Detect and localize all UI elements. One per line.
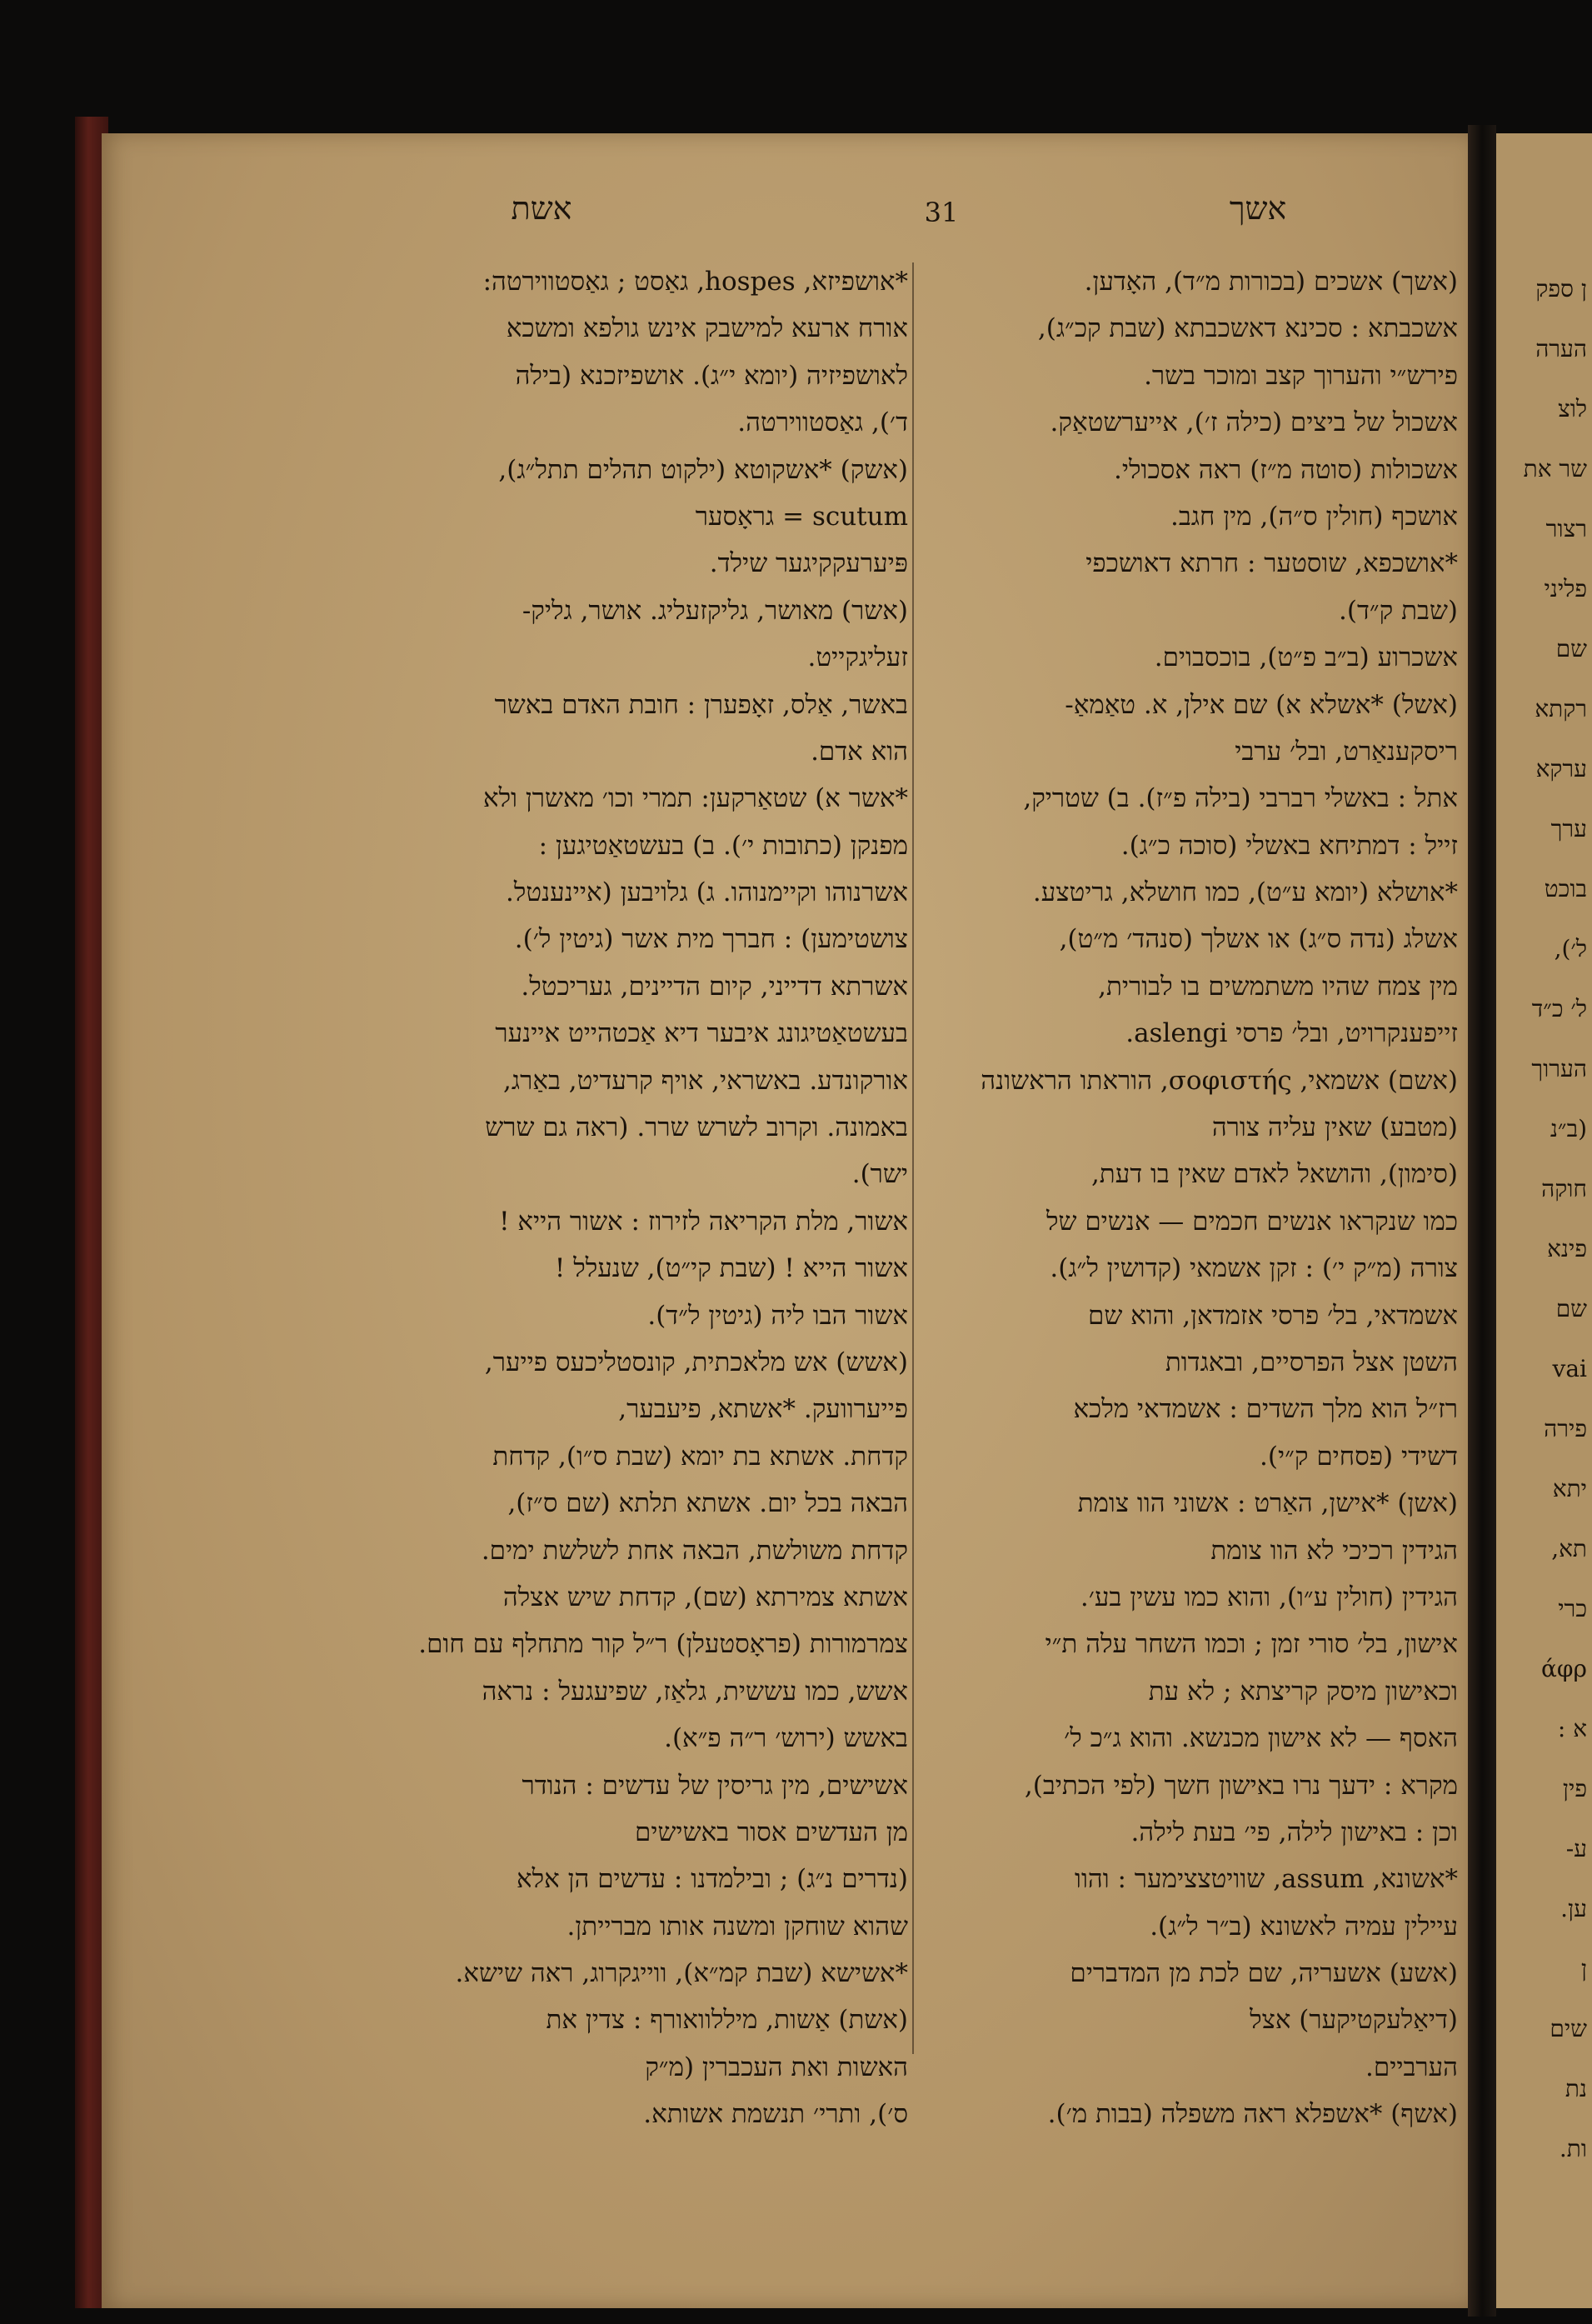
text-line: (אשק) *אשקוטא (ילקוט תהלים תתל״ג), xyxy=(498,454,908,485)
text-line: רז״ל הוא מלך השדים : אשמדאי מלכא xyxy=(1073,1394,1458,1425)
adjacent-page-fragment: פין xyxy=(1562,1775,1587,1802)
text-line: אשש, כמו עששית, גלאַז, שפיעגעל : נראה xyxy=(482,1676,908,1707)
text-line: ד׳), גאַסטווירטה. xyxy=(737,407,908,438)
text-line: ישר). xyxy=(851,1159,908,1190)
text-line: באשש (ירוש׳ ר״ה פ״א). xyxy=(664,1723,908,1754)
text-line: (אשך) אשכים (בכורות מ״ד), האָדען. xyxy=(1084,267,1458,297)
text-line: אתל : באשלי רברבי (בילה פ״ז). ב) שטריק, xyxy=(1023,783,1458,814)
text-line: השטן אצל הפרסיים, ובאגדות xyxy=(1165,1347,1458,1377)
adjacent-page-fragment: נת xyxy=(1565,2075,1587,2102)
adjacent-page-fragment: שר את xyxy=(1523,455,1587,482)
adjacent-page-fragment: ן xyxy=(1580,1955,1587,1982)
adjacent-page-fragment: שם xyxy=(1555,635,1587,662)
adjacent-page-fragment: פירה xyxy=(1544,1415,1587,1442)
text-line: הגידין (חולין ע״ו), והוא כמו עשין בע׳. xyxy=(1080,1582,1458,1612)
text-line: scutum = גראָסער xyxy=(695,501,908,532)
text-line: אשרתא דדייני, קיום הדיינים, געריכטל. xyxy=(521,971,908,1002)
text-line: צורה (מ״ק י׳) : זקן אשמאי (קדושין ל״ג). xyxy=(1050,1253,1458,1284)
text-line: מין צמח שהיו משתמשים בו לבורית, xyxy=(1098,971,1458,1002)
text-column-right xyxy=(883,258,1458,2138)
adjacent-page-fragment: חוקה xyxy=(1541,1175,1587,1202)
adjacent-page-fragment: שם xyxy=(1555,1295,1587,1322)
text-line: *אשר א) שטאַרקען: תמרי וכו׳ מאשרן ולא xyxy=(483,783,908,814)
adjacent-page-fragment: άφρ xyxy=(1541,1655,1587,1682)
text-line: הבאה בכל יום. אשתא תלתא (שם ס״ז), xyxy=(507,1488,908,1519)
text-line: (אשש) אש מלאכתית, קונסטליכעס פייער, xyxy=(484,1347,908,1377)
adjacent-page-fragment: ערקא xyxy=(1535,755,1587,782)
text-line: אשלג (נדה ס״ג) או אשלך (סנהד׳ מ״ט), xyxy=(1059,924,1458,955)
adjacent-page-fragment: ל׳ כ״ד xyxy=(1531,995,1587,1022)
adjacent-page-fragment: תא, xyxy=(1551,1535,1587,1562)
text-line: אשכול של ביצים (כילה ז׳), אייערשטאַק. xyxy=(1050,407,1458,438)
text-line: קדחת. אשתא בת יומא (שבת ס״ו), קדחת xyxy=(492,1441,908,1472)
text-line: *אשונא, assum, שוויטצצימער : והוו xyxy=(1075,1864,1458,1895)
text-line: אשור הבו ליה (גיטין ל״ד). xyxy=(647,1300,908,1331)
adjacent-page-fragment: ל׳), xyxy=(1554,935,1587,962)
text-line: אשור, מלת הקריאה לזירוז : אשור הייא ! xyxy=(499,1206,908,1237)
text-line: באשר, אַלס, זאָפערן : חובת האדם באשר xyxy=(494,689,908,720)
text-line: (מטבע) שאין עליה צורה xyxy=(1211,1112,1458,1143)
text-column-left xyxy=(333,258,908,2138)
text-line: אשתא צמירתא (שם), קדחת שיש אצלה xyxy=(502,1582,908,1612)
adjacent-page-fragment: (ב״נ xyxy=(1550,1115,1587,1142)
text-line: פירש״י והערוך קצב ומוכר בשר. xyxy=(1144,360,1458,391)
adjacent-page-fragment: לוצ xyxy=(1558,395,1587,422)
text-line: (סימון), והושאל לאדם שאין בו דעת, xyxy=(1090,1159,1458,1190)
text-line: פּיערעקקיגער שילד. xyxy=(709,548,908,579)
text-line: כמו שנקראו אנשים חכמים — אנשים של xyxy=(1046,1206,1458,1237)
text-line: האסף — לא אישון מכנשא. והוא ג״כ ל׳ xyxy=(1064,1723,1458,1754)
text-line: לאושפיזיה (יומא י״ג). אושפיזכנא (בילה xyxy=(515,360,908,391)
text-line: שהוא שוחקן ומשנה אותו מברייתן. xyxy=(566,1911,908,1942)
text-line: ס׳), ותרי׳ תנשמת אשותא. xyxy=(643,2099,908,2130)
text-line: (דיאַלעקטיקער) אצל xyxy=(1250,2005,1458,2036)
adjacent-page-fragment: ערך xyxy=(1550,815,1587,842)
text-line: אשכולות (סוטה מ״ז) ראה אסכולי. xyxy=(1114,454,1458,485)
text-line: מקרא : ידעך נרו באישון חשך (לפי הכתיב), xyxy=(1024,1770,1458,1801)
text-line: עיילין עמיה לאשונא (ב״ר ל״ג). xyxy=(1150,1911,1458,1942)
text-line: אורח ארעא למישבק אינש גולפא ומשכא xyxy=(506,313,908,344)
text-line: האשות ואת העכברין (מ״ק xyxy=(645,2052,908,2082)
text-line: פייערוועק. *אשתא, פיעבער, xyxy=(618,1394,908,1425)
adjacent-page-fragment: ות. xyxy=(1559,2135,1587,2162)
text-line: הגידין רכיכי לא הוו צומת xyxy=(1210,1535,1458,1566)
text-line: (אשם) אשמאי, σοφιστής, הוראתו הראשונה xyxy=(981,1065,1458,1096)
adjacent-page-fragment: ע- xyxy=(1565,1835,1587,1862)
text-line: צושטימען) : חברך מית אשר (גיטין ל׳). xyxy=(514,924,908,955)
running-header-right: אשך xyxy=(1229,190,1287,227)
adjacent-page-fragment: vai xyxy=(1552,1355,1587,1382)
text-line: אורקונדע. באשראי, אויף קרעדיט, באַרג, xyxy=(503,1065,908,1096)
page-number: 31 xyxy=(924,197,959,228)
text-line: מן העדשים אסור באשישים xyxy=(635,1817,908,1847)
adjacent-page-fragment: פינא xyxy=(1547,1235,1587,1262)
adjacent-page xyxy=(1496,133,1592,2308)
adjacent-page-fragment: ען. xyxy=(1560,1895,1587,1922)
text-line: (נדרים נ״ג) ; ובילמדנו : עדשים הן אלא xyxy=(517,1864,908,1895)
adjacent-page-fragment: ן ספק xyxy=(1535,275,1587,302)
adjacent-page-fragment: א : xyxy=(1557,1715,1587,1742)
text-line: אשרנוהו וקיימנוהו. ג) גלויבען (איינענטל. xyxy=(506,877,908,908)
text-line: אשור הייא ! (שבת קי״ט), שנעלל ! xyxy=(554,1253,908,1284)
text-line: קדחת משולשת, הבאה אחת לשלשת ימים. xyxy=(481,1535,908,1566)
text-line: *אושכפא, שוסטער : חרתא דאושכפי xyxy=(1085,548,1458,579)
text-line: (אשן) *אישן, האַרט : אשוני הוו צומת xyxy=(1077,1488,1458,1519)
adjacent-page-fragment: הערוך xyxy=(1531,1055,1587,1082)
text-line: אשמדאי, בל׳ פרסי אזמדאן, והוא שם xyxy=(1087,1300,1458,1331)
adjacent-page-fragment: רצור xyxy=(1545,515,1587,542)
text-line: אשישים, מין גריסין של עדשים : הנודר xyxy=(522,1770,908,1801)
text-line: צמרמורות (פראָסטעלן) ר״ל קור מתחלף עם חום. xyxy=(418,1629,908,1660)
text-line: זעליגקייט. xyxy=(807,642,908,673)
text-line: (אשת) אַשות, מיללוואורף : צדין את xyxy=(546,2005,908,2036)
text-line: (אשע) אשעריה, שם לכת מן המדברים xyxy=(1070,1958,1458,1989)
text-line: זייל : דמתיחא באשלי (סוכה כ״ג). xyxy=(1120,830,1458,861)
column-divider xyxy=(912,262,914,2054)
text-line: *אושפיזא, hospes, גאַסט ; גאַסטווירטה: xyxy=(482,267,908,297)
text-line: אשכרוע (ב״ב פ״ט), בוכסבוים. xyxy=(1154,642,1458,673)
text-line: *אשישא (שבת קמ״א), ווייגקרוג, ראה שישא. xyxy=(455,1958,908,1989)
text-line: הוא אדם. xyxy=(811,736,908,767)
adjacent-page-fragment: בוכט xyxy=(1544,875,1587,902)
text-line: וכאישון מיסק קריצתא ; לא עת xyxy=(1148,1676,1458,1707)
adjacent-page-fragment: פליני xyxy=(1544,575,1587,602)
text-line: (שבת ק״ד). xyxy=(1339,595,1458,626)
adjacent-page-fragment: שים xyxy=(1550,2015,1587,2042)
text-line: מפנקן (כתובות י׳). ב) בעשטאַטיגען : xyxy=(538,830,908,861)
text-line: הערביים. xyxy=(1365,2052,1458,2082)
text-line: זייפענקרויט, ובל׳ פרסי aslengi. xyxy=(1125,1018,1458,1049)
text-line: (אשר) מאושר, גליקזעליג. אושר, גליק- xyxy=(522,595,908,626)
page-gutter xyxy=(1468,125,1496,2317)
text-line: אשכבתא : סכינא דאשכבתא (שבת קכ״ג), xyxy=(1037,313,1458,344)
running-header-left: אשת xyxy=(511,190,572,227)
adjacent-page-fragment: כרי xyxy=(1558,1595,1587,1622)
adjacent-page-fragment: יתא xyxy=(1552,1475,1587,1502)
text-line: דשידי (פסחים ק״י). xyxy=(1260,1441,1458,1472)
text-line: (אשף) *אשפלא ראה משפלה (בבות מ׳). xyxy=(1047,2099,1458,2130)
text-line: אישון, בל׳ סורי זמן ; וכמו השחר עלה ת״י xyxy=(1045,1629,1458,1660)
text-line: *אושלא (יומא ע״ט), כמו חושלא, גריטצע. xyxy=(1032,877,1458,908)
text-line: ריסקענאַרט, ובל׳ ערבי xyxy=(1235,736,1458,767)
text-line: בעשטאַטיגונג איבער דיא אַכטהייט איינער xyxy=(495,1018,908,1049)
adjacent-page-fragment: רקתא xyxy=(1535,695,1587,722)
adjacent-page-fragment: הערה xyxy=(1535,335,1587,362)
text-line: וכן : באישון לילה, פי׳ בעת לילה. xyxy=(1130,1817,1458,1847)
text-line: באמונה. וקרוב לשרש שרר. (ראה גם שרש xyxy=(485,1112,908,1143)
text-line: אושכף (חולין ס״ה), מין חגב. xyxy=(1170,501,1458,532)
text-line: (אשל) *אשלא א) שם אילן, א. טאַמאַ- xyxy=(1065,689,1458,720)
